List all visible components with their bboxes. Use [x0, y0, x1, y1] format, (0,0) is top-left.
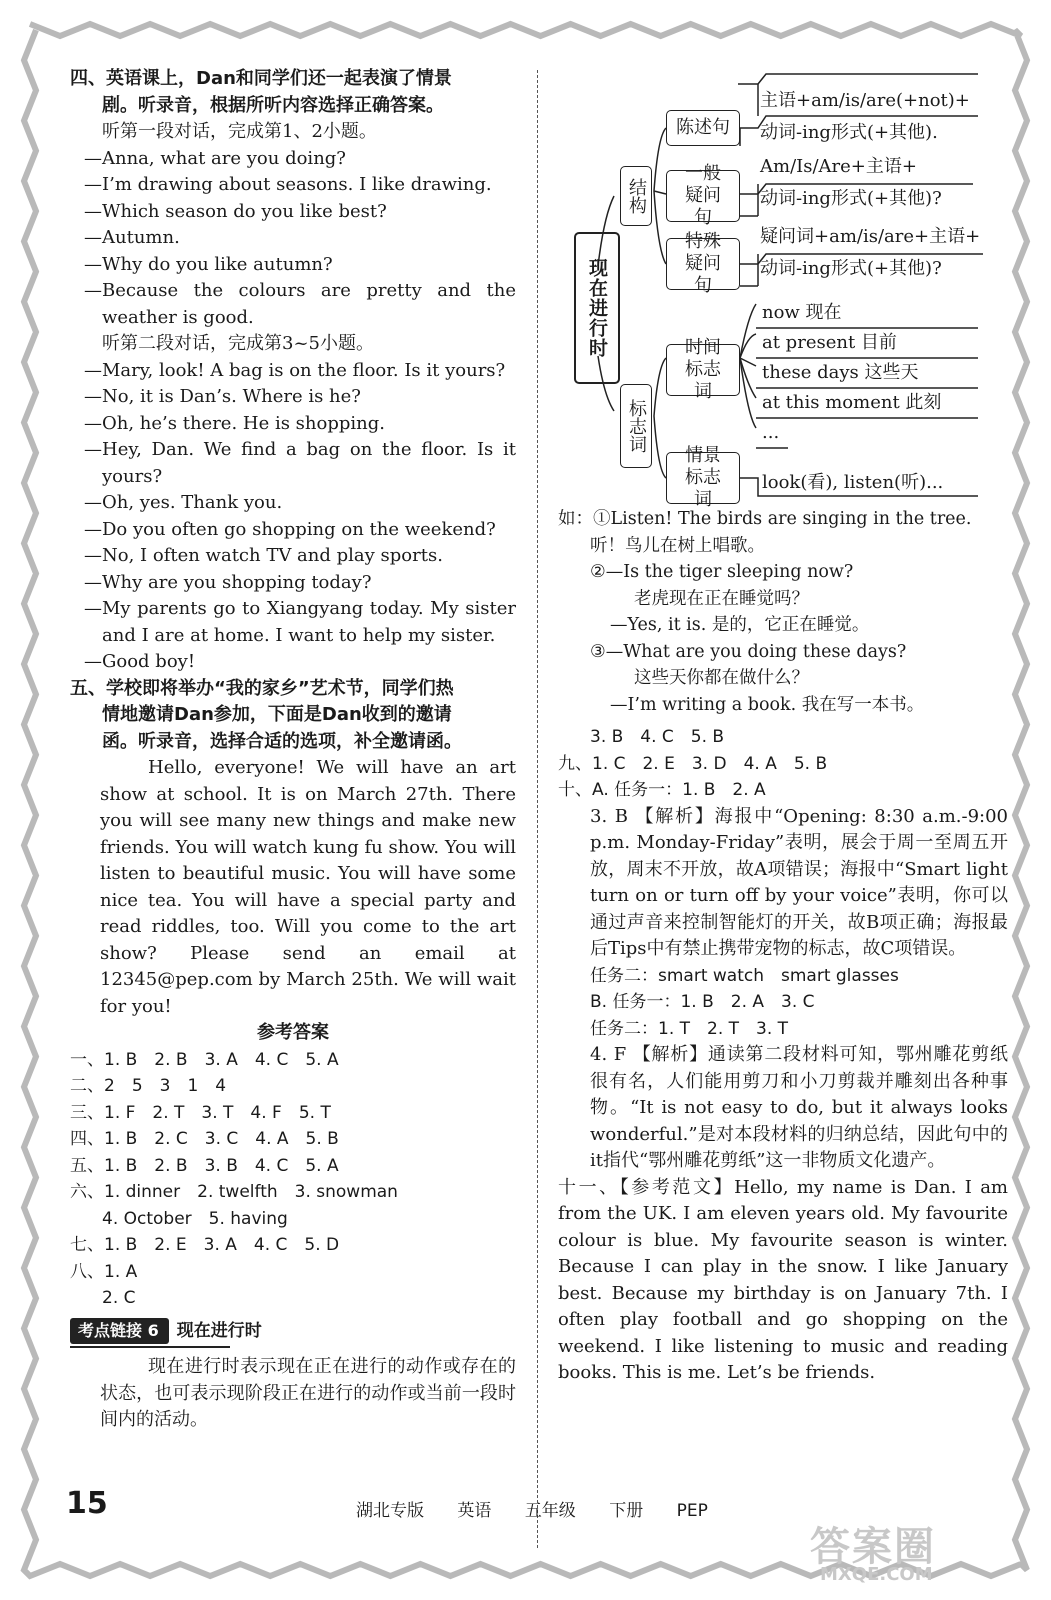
dialogue-line: —No, I often watch TV and play sports. [84, 545, 443, 566]
answer-line: 四、1. B 2. C 3. C 4. A 5. B [70, 1129, 339, 1149]
formula-general-1: Am/Is/Are+主语+ [760, 156, 917, 177]
answer-line: B. 任务一：1. B 2. A 3. C [590, 992, 815, 1012]
dialogue-line: —Autumn. [84, 227, 180, 248]
dialogue-line: —Why do you like autumn? [84, 253, 333, 275]
diagram-shijian-label: 时间标志词 [685, 337, 721, 402]
answer-line: 任务二：smart watch smart glasses [590, 965, 899, 986]
sec5-title-3: 函。听录音，选择合适的选项，补全邀请函。 [102, 730, 462, 752]
left-column [70, 66, 516, 1434]
formula-special-2: 动词-ing形式(+其他)? [760, 258, 942, 279]
invitation-paragraph: Hello, everyone! We will have an art show at school. It is on March 27th. There you will see many new things and make new friends. You will watch kung fu show. You will listen to beautiful music. You will have some nice tea. You will have a special party and read riddles, too. Will you come to the art show? Please send an email at 12345@pep.com by March 25th. We will wait for you! [100, 757, 516, 1017]
formula-special-1: 疑问词+am/is/are+主语+ [760, 226, 981, 247]
diagram-shijian-box [666, 337, 740, 402]
kaodian-badge: 考点链接 6 [70, 1318, 169, 1344]
watermark-text: 答案圈 [810, 1524, 936, 1570]
formula-general-2: 动词-ing形式(+其他)? [760, 188, 942, 209]
sec4-title-1: 四、英语课上，Dan和同学们还一起表演了情景 [70, 68, 452, 89]
sec4-sub1: 听第一段对话，完成第1、2小题。 [102, 121, 377, 142]
example-line: 如：①Listen! The birds are singing in the tree. [558, 509, 972, 529]
dialogue-line: —My parents go to Xiangyang today. My sister and I are at home. I want to help my sister. [84, 598, 516, 646]
dialogue-line: —Oh, he’s there. He is shopping. [84, 412, 385, 434]
diagram-biaozhi-label: 标志词 [626, 399, 647, 453]
dialogue-line: —Do you often go shopping on the weekend? [84, 518, 496, 540]
footer-grade: 五年级 [524, 1501, 576, 1521]
answer-line: 任务二：1. T 2. T 3. T [590, 1018, 789, 1039]
answer-explanation: 3. B 【解析】海报中“Opening: 8:30 a.m.-9:00 p.m. Monday-Friday”表明，展会于周一至周五开放，周末不开放，故A项错误；海报中“Smart light turn on or turn off by your voice”表明，你可以通过声音来控制智能灯的开关，故B项正确；海报最后Tips中有禁止携带宠物的标志，故C项错误。 [590, 805, 1008, 959]
answer-explanation: 4. F 【解析】通读第二段材料可知，鄂州雕花剪纸很有名，人们能用剪刀和小刀剪裁并雕刻出各种事物。“It is not easy to do, but it always looks wonderful.”是对本段材料的归纳总结，因此句中的it指代“鄂州雕花剪纸”这一非物质文化遗产。 [590, 1044, 1008, 1171]
example-line: 听！鸟儿在树上唱歌。 [590, 535, 765, 556]
diagram-root-box [574, 232, 620, 384]
diagram-root-label: 现在进行时 [586, 258, 608, 358]
answer-line: 二、2 5 3 1 4 [70, 1076, 227, 1096]
answer-line: 3. B 4. C 5. B [590, 727, 725, 747]
answers-title: 参考答案 [257, 1022, 329, 1043]
column-divider [537, 70, 538, 1548]
diagram-teshu-label: 特殊疑问句 [685, 231, 721, 296]
answer-line: 九、1. C 2. E 3. D 4. A 5. B [558, 753, 828, 774]
time-word: at present 目前 [762, 332, 897, 353]
footer-volume: 下册 [609, 1501, 644, 1521]
answer-line: 六、1. dinner 2. twelfth 3. snowman [70, 1182, 398, 1202]
watermark [810, 1515, 936, 1585]
answer-line: 十、A. 任务一：1. B 2. A [558, 780, 766, 800]
example-line: 这些天你都在做什么？ [634, 668, 809, 688]
right-column [558, 66, 1008, 1387]
sec4-sub2: 听第二段对话，完成第3~5小题。 [102, 333, 374, 354]
footer-info [356, 1496, 728, 1521]
sec5-title-2: 情地邀请Dan参加，下面是Dan收到的邀请 [102, 704, 452, 725]
dialogue-line: —I’m drawing about seasons. I like drawing. [84, 174, 492, 195]
answer-line: 七、1. B 2. E 3. A 4. C 5. D [70, 1235, 340, 1255]
diagram-qingjing-box [666, 445, 740, 510]
answer-line: 2. C [102, 1288, 136, 1308]
dialogue-line: —Anna, what are you doing? [84, 147, 346, 169]
dialogue-line: —Good boy! [84, 651, 196, 672]
time-word: at this moment 此刻 [762, 392, 942, 413]
diagram-jiegou-label: 结构 [626, 178, 647, 214]
kaodian-paragraph: 现在进行时表示现在正在进行的动作或存在的状态，也可表示现阶段正在进行的动作或当前一段时间内的活动。 [100, 1356, 516, 1430]
dialogue-line: —Because the colours are pretty and the weather is good. [84, 280, 516, 328]
example-line: —Yes, it is. 是的，它正在睡觉。 [610, 615, 870, 635]
tense-diagram [558, 66, 1008, 510]
example-line: —I’m writing a book. 我在写一本书。 [610, 694, 925, 715]
dialogue-line: —Oh, yes. Thank you. [84, 492, 283, 513]
answer-line: 八、1. A [70, 1261, 138, 1282]
watermark-url: MXQE.COM [820, 1564, 933, 1585]
examples [558, 506, 1008, 718]
model-essay: 十一、【参考范文】Hello, my name is Dan. I am from the UK. I am eleven years old. My favourite colour is blue. My favourite season is winter. Because I can play in the snow. I like January best. Because my birthday is on January 7th. I often play football and go shopping on the weekend. I like listening to music and reading books. This is me. Let’s be friends. [558, 1176, 1008, 1383]
kaodian-underline [70, 1346, 230, 1348]
answer-line: 一、1. B 2. B 3. A 4. C 5. A [70, 1049, 339, 1070]
page-number: 15 [66, 1486, 108, 1521]
situation-word: look(看), listen(听)... [762, 472, 944, 493]
dialogue-line: —Why are you shopping today? [84, 571, 372, 593]
diagram-qingjing-label: 情景标志词 [685, 445, 721, 510]
footer-subject: 英语 [457, 1501, 492, 1521]
example-line: 老虎现在正在睡觉吗？ [634, 588, 809, 609]
kaodian-title: 现在进行时 [176, 1320, 262, 1341]
dialogue-line: —Hey, Dan. We find a bag on the floor. Is it yours? [84, 439, 516, 487]
formula-statement-1: 主语+am/is/are(+not)+ [760, 90, 970, 111]
sec5-title-1: 五、学校即将举办“我的家乡”艺术节，同学们热 [70, 677, 454, 699]
time-word: now 现在 [762, 302, 842, 323]
kaodian-header [70, 1318, 516, 1345]
dialogue-line: —No, it is Dan’s. Where is he? [84, 386, 361, 407]
time-word: these days 这些天 [762, 362, 919, 383]
dialogue-line: —Mary, look! A bag is on the floor. Is it yours? [84, 359, 506, 381]
diagram-yiban-label: 一般疑问句 [685, 163, 721, 228]
example-line: ②—Is the tiger sleeping now? [590, 562, 854, 582]
diagram-jiegou-box [620, 166, 652, 226]
footer-pep: PEP [676, 1501, 708, 1521]
time-word: ... [762, 422, 780, 443]
diagram-chenshu-label: 陈述句 [676, 117, 730, 138]
answer-line: 三、1. F 2. T 3. T 4. F 5. T [70, 1102, 331, 1123]
diagram-teshu-box [666, 231, 740, 296]
diagram-biaozhi-box [620, 384, 652, 468]
sec4-title-2: 剧。听录音，根据所听内容选择正确答案。 [102, 94, 444, 116]
answer-line: 4. October 5. having [102, 1208, 288, 1229]
formula-statement-2: 动词-ing形式(+其他). [760, 122, 938, 143]
diagram-yiban-box [666, 163, 740, 228]
diagram-chenshu-box [666, 110, 740, 146]
example-line: ③—What are you doing these days? [590, 641, 907, 662]
dialogue-line: —Which season do you like best? [84, 200, 387, 222]
answer-line: 五、1. B 2. B 3. B 4. C 5. A [70, 1155, 339, 1176]
footer-edition: 湖北专版 [356, 1501, 424, 1521]
